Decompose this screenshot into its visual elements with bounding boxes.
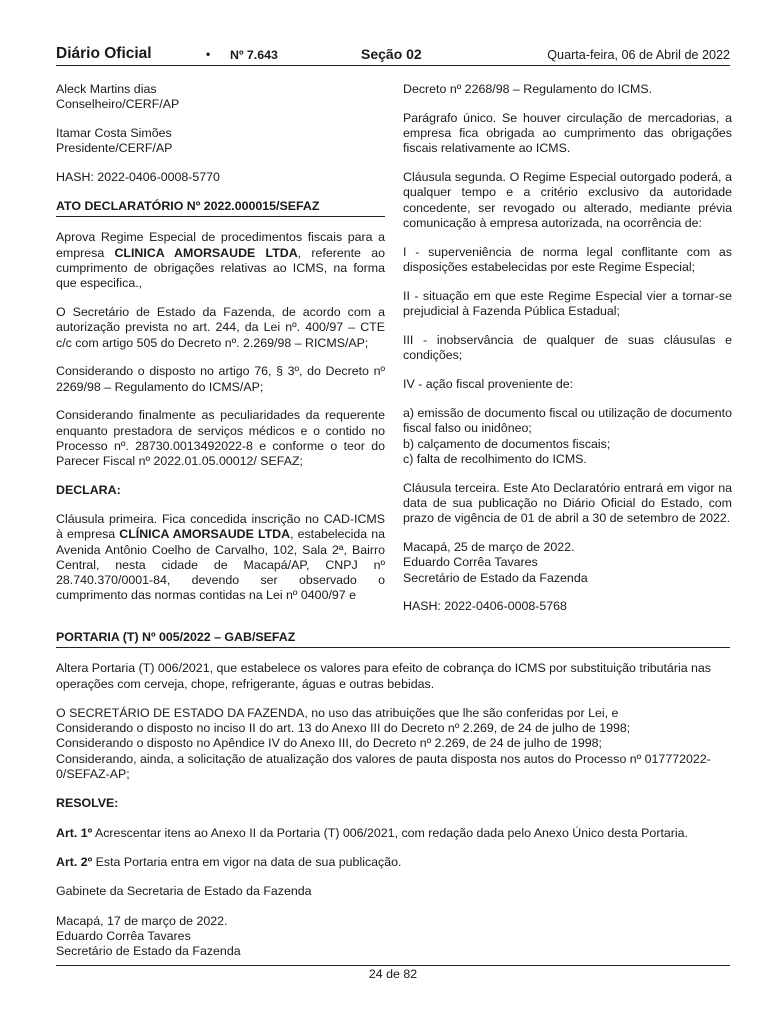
ato-considerando-1: Considerando o disposto no artigo 76, § 3º, do Decreto nº 2269/98 – Regulamento do ICMS/AP; — [56, 364, 385, 394]
article-2: Art. 2º Esta Portaria entra em vigor na data de sua publicação. — [56, 854, 402, 869]
signer-role: Presidente/CERF/AP — [56, 141, 173, 156]
sub-item-a: a) emissão de documento fiscal ou utilização de documento fiscal falso ou inidôneo; — [403, 405, 732, 436]
signer-name: Aleck Martins dias — [56, 82, 157, 96]
company-name: CLINICA AMORSAUDE LTDA — [114, 245, 298, 260]
journal-title: Diário Oficial — [56, 45, 152, 62]
item-ii: II - situação em que este Regime Especial vier a tornar-se prejudicial à Fazenda Pública Estadual; — [403, 288, 732, 319]
header-divider — [56, 65, 730, 66]
gabinete-line: Gabinete da Secretaria de Estado da Fazenda — [56, 884, 312, 899]
signer-role: Secretário de Estado da Fazenda — [403, 570, 588, 585]
clausula-continuation: Decreto nº 2268/98 – Regulamento do ICMS. — [403, 82, 653, 96]
item-iii: III - inobservância de qualquer de suas cláusulas e condições; — [403, 333, 732, 363]
issue-date: Quarta-feira, 06 de Abril de 2022 — [547, 48, 730, 62]
signer-block-1 — [56, 82, 385, 113]
portaria-ementa: Altera Portaria (T) 006/2021, que estabelece os valores para efeito de cobrança do ICMS por substituição tributária nas operações com cerveja, chope, refrigerante, águas e outras bebidas. — [56, 661, 712, 691]
section-label: Seção 02 — [361, 46, 422, 62]
signer-name: Eduardo Corrêa Tavares — [56, 928, 191, 943]
portaria-section — [56, 630, 730, 959]
hash-line: HASH: 2022-0406-0008-5768 — [403, 599, 567, 614]
clausula-segunda: Cláusula segunda. O Regime Especial outorgado poderá, a qualquer tempo e a critério exclusivo da autoridade concedente, ser revogado ou alterado, mediante prévia comunicação à empresa autorizada, na ocorrência de: — [403, 170, 732, 231]
document-page — [56, 0, 730, 1024]
ato-preamble: O Secretário de Estado da Fazenda, de acordo com a autorização prevista no art. 244, da Lei nº. 400/97 – CTE c/c com artigo 505 do Decreto nº. 2.269/98 – RICMS/AP; — [56, 304, 385, 350]
left-column — [56, 82, 385, 604]
place-date: Macapá, 17 de março de 2022. — [56, 913, 228, 928]
page-header — [56, 44, 730, 66]
place-date: Macapá, 25 de março de 2022. — [403, 540, 575, 555]
item-iv: IV - ação fiscal proveniente de: — [403, 377, 574, 392]
ato-ementa: Aprova Regime Especial de procedimentos fiscais para a empresa CLINICA AMORSAUDE LTDA, referente ao cumprimento de obrigações relativas ao ICMS, na forma que especifica., — [56, 230, 385, 291]
paragrafo-unico: Parágrafo único. Se houver circulação de mercadorias, a empresa fica obrigada ao cumprimento das obrigações fiscais relativamente ao ICMS. — [403, 110, 732, 156]
item-i: I - superveniência de norma legal conflitante com as disposições estabelecidas por este Regime Especial; — [403, 244, 732, 275]
signer-role: Conselheiro/CERF/AP — [56, 97, 180, 112]
footer-divider — [56, 965, 730, 966]
resolve-heading: RESOLVE: — [56, 796, 119, 811]
ato-considerando-2: Considerando finalmente as peculiaridades da requerente enquanto prestadora de serviços médicos e o contido no Processo nº. 28730.0013492022-8 e conforme o teor do Parecer Fiscal nº 2022.01.05.00012/ SEFAZ; — [56, 408, 385, 469]
signer-name: Itamar Costa Simões — [56, 126, 172, 141]
article-1: Art. 1º Acrescentar itens ao Anexo II da Portaria (T) 006/2021, com redação dada pelo Anexo Único desta Portaria. — [56, 825, 688, 840]
right-column — [403, 82, 732, 615]
page-number: 24 de 82 — [368, 967, 418, 981]
header-bullet: • — [206, 47, 211, 61]
clausula-terceira: Cláusula terceira. Este Ato Declaratório entrará em vigor na data de sua publicação no Diário Oficial do Estado, com prazo de vigência de 01 de abril a 30 de setembro de 2022. — [403, 480, 732, 526]
sub-item-c: c) falta de recolhimento do ICMS. — [403, 451, 587, 466]
signer-name: Eduardo Corrêa Tavares — [403, 555, 538, 570]
signature-block — [403, 540, 732, 586]
signer-role: Secretário de Estado da Fazenda — [56, 944, 241, 959]
issue-number: Nº 7.643 — [230, 48, 278, 62]
company-name: CLÍNICA AMORSAUDE LTDA — [119, 527, 291, 542]
sub-item-b: b) calçamento de documentos fiscais; — [403, 436, 611, 451]
sub-items — [403, 406, 732, 467]
declara-heading: DECLARA: — [56, 483, 121, 498]
signature-block — [56, 914, 730, 960]
signer-block-2 — [56, 126, 385, 157]
clausula-primeira: Cláusula primeira. Fica concedida inscrição no CAD-ICMS à empresa CLÍNICA AMORSAUDE LTDA, estabelecida na Avenida Antônio Coelho de Carvalho, 102, Sala 2ª, Bairro Central, nesta cidade de Macapá/AP, CNPJ nº 28.740.370/0001-84, devendo ser observado o cumprimento das normas contidas na Lei nº 0400/97 e — [56, 511, 386, 603]
hash-line: HASH: 2022-0406-0008-5770 — [56, 170, 220, 185]
portaria-title: PORTARIA (T) Nº 005/2022 – GAB/SEFAZ — [56, 630, 730, 648]
portaria-preamble: O SECRETÁRIO DE ESTADO DA FAZENDA, no uso das atribuições que lhe são conferidas por Lei, e Considerando o disposto no inciso II do art. 13 do Anexo III do Decreto nº 2.269, de 24 de julho de 1998; Considerando o disposto no Apêndice IV do Anexo III, do Decreto nº 2.269, de 24 de julho de 1998; Considerando, ainda, a solicitação de atualização dos valores de pauta disposta nos autos do Processo nº 017772022-0/SEFAZ-AP; — [56, 705, 711, 782]
ato-declaratorio-title: ATO DECLARATÓRIO Nº 2022.000015/SEFAZ — [56, 199, 385, 217]
